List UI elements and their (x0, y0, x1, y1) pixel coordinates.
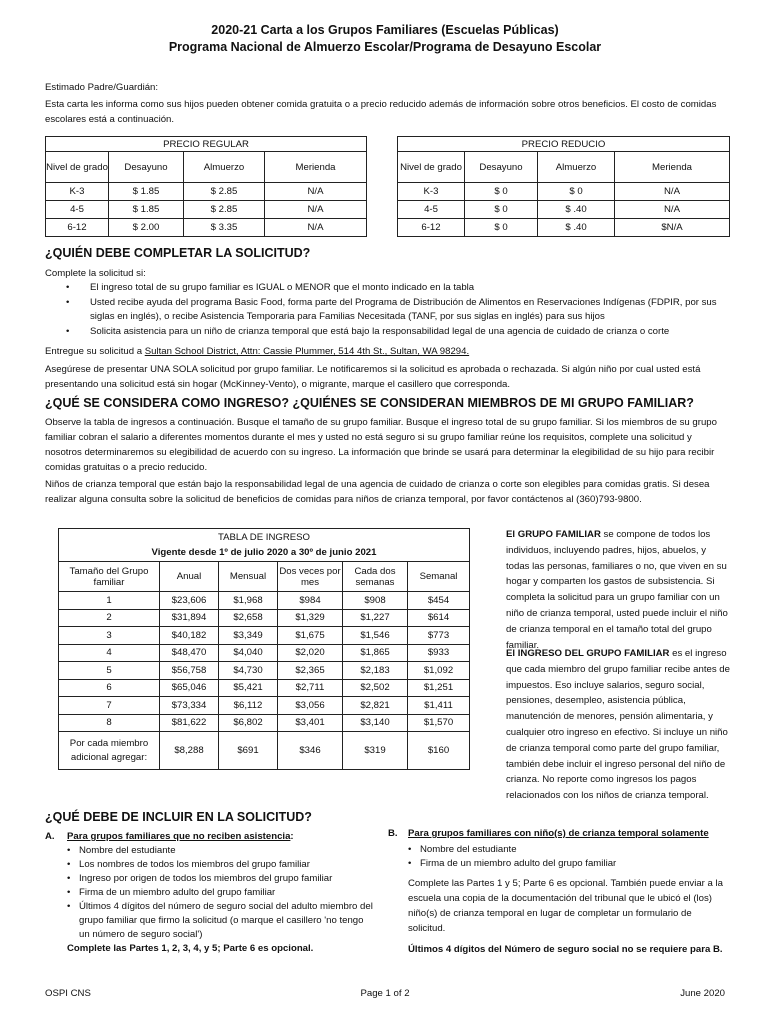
table-cell: $346 (278, 732, 343, 770)
table-cell: $ 1.85 (109, 183, 184, 201)
table-cell: 4-5 (46, 201, 109, 219)
section-b-text: Complete las Partes 1 y 5; Parte 6 es opcional. También puede enviar a la escuela una copia de la documentación del tribunal que le ubicó el (los) niño(s) de crianza temporal en lugar de completar un formulario de solicitud. (408, 878, 724, 934)
table-cell: 4-5 (398, 201, 465, 219)
table-header: Desayuno (465, 152, 538, 183)
table-cell: N/A (615, 201, 730, 219)
household-income-term: El INGRESO DEL GRUPO FAMILIAR (506, 648, 670, 659)
table-cell: K-3 (46, 183, 109, 201)
table-row (59, 627, 470, 645)
table-cell: $3,140 (343, 714, 408, 732)
table-row (59, 714, 470, 732)
table-cell: $ 1.85 (109, 201, 184, 219)
section-b-label: B. (388, 828, 398, 839)
table-cell: $1,675 (278, 627, 343, 645)
table-cell: 6-12 (46, 219, 109, 237)
table-cell: $454 (408, 592, 470, 610)
table-cell: $ 0 (465, 183, 538, 201)
table-header: Desayuno (109, 152, 184, 183)
title-line-1: 2020-21 Carta a los Grupos Familiares (Escuelas Públicas) (211, 23, 559, 37)
income-table-caption (59, 529, 470, 562)
table-cell: 5 (59, 662, 160, 680)
section-b-title: Para grupos familiares con niño(s) de crianza temporal solamente (408, 828, 709, 839)
table-cell: 1 (59, 592, 160, 610)
table-cell: N/A (265, 183, 367, 201)
table-cell: $8,288 (160, 732, 219, 770)
table-cell: $1,546 (343, 627, 408, 645)
table-cell: $ 3.35 (184, 219, 265, 237)
table-cell: $ 2.85 (184, 183, 265, 201)
table-row (398, 183, 730, 201)
table-cell: $2,365 (278, 662, 343, 680)
table-cell: 3 (59, 627, 160, 645)
who-lead: Complete la solicitud si: (45, 268, 146, 279)
table-header: Nivel de grado (46, 152, 109, 183)
table-cell: $ .40 (538, 201, 615, 219)
table-cell: $ .40 (538, 219, 615, 237)
table-row (46, 219, 367, 237)
table-header: Merienda (265, 152, 367, 183)
section-a-label: A. (45, 831, 55, 842)
list-item: • Nombre del estudiante (408, 843, 730, 857)
table-row (59, 609, 470, 627)
list-item: • Firma de un miembro adulto del grupo familiar (408, 857, 730, 871)
table-cell: $773 (408, 627, 470, 645)
table-cell: $908 (343, 592, 408, 610)
table-header: Semanal (408, 562, 470, 592)
table-cell: $1,968 (219, 592, 278, 610)
table-cell: $2,658 (219, 609, 278, 627)
table-row (46, 201, 367, 219)
household-text: se compone de todos los individuos, incluyendo padres, hijos, abuelos, y todas las personas, familiares o no, que viven en su hogar y comparten los gastos de subsistencia. Si completa la solicitud para un grupo familiar con un niño de crianza temporal, usted puede incluir el niño de crianza temporal en el tamaño total del grupo familiar. (506, 529, 728, 651)
household-income-text: es el ingreso que cada miembro del grupo familiar recibe antes de impuestos. Eso incluye salarios, seguro social, pensiones, desempleo, asistencia pública, manutención de menores, pensión alimentaria, y cualquier otro ingreso en efectivo. Si incluye un niño de crianza temporal como parte del grupo familiar, también debe incluir el ingreso personal del niño de crianza. No reporte como ingresos los pagos relacionados con los niños de crianza temporal. (506, 648, 730, 802)
table-cell: $319 (343, 732, 408, 770)
regular-price-caption: PRECIO REGULAR (46, 137, 367, 152)
section-a (45, 830, 375, 956)
table-header: Merienda (615, 152, 730, 183)
intro-paragraph: Esta carta les informa como sus hijos pueden obtener comida gratuita o a precio reducido además de información sobre otros beneficios. El costo de comidas escolares está a continuación. (45, 99, 717, 125)
household-income-definition (506, 646, 730, 804)
footer-date: June 2020 (680, 988, 725, 999)
table-cell: $2,020 (278, 644, 343, 662)
who-bullet-list (66, 281, 730, 339)
section-b-list (408, 843, 730, 871)
household-definition (506, 527, 730, 653)
table-header: Dos veces por mes (278, 562, 343, 592)
table-cell: $1,411 (408, 697, 470, 715)
table-row (398, 219, 730, 237)
income-paragraph-2: Niños de crianza temporal que están bajo la responsabilidad legal de una agencia de cuidado de crianza o corte son elegibles para comidas gratis. Si desea realizar alguna consulta sobre la solicitud de beneficios de comidas para niños de crianza temporal, por favor contáctenos al (360)793-9800. (45, 479, 710, 505)
table-cell: 6 (59, 679, 160, 697)
list-item: • Usted recibe ayuda del programa Basic Food, forma parte del Programa de Distribución de Alimentos en Reservaciones Indígenas (FDPIR, por sus siglas en inglés), o recibe Asistencia Temporaria para Familias Necesitada (TANF, por sus siglas en inglés) para sus hijos (66, 296, 730, 325)
table-cell: $73,334 (160, 697, 219, 715)
income-heading: ¿QUÉ SE CONSIDERA COMO INGRESO? ¿QUIÉNES SE CONSIDERAN MIEMBROS DE MI GRUPO FAMILIAR? (45, 396, 694, 410)
section-a-closing: Complete las Partes 1, 2, 3, 4, y 5; Parte 6 es opcional. (67, 943, 314, 954)
table-header: Tamaño del Grupo familiar (59, 562, 160, 592)
table-cell: $4,040 (219, 644, 278, 662)
table-row (46, 183, 367, 201)
list-item: • Últimos 4 dígitos del número de seguro social del adulto miembro del grupo familiar que firmo la solicitud (o marque el casillero 'no tengo un número de seguro social') (67, 900, 375, 942)
submit-address: Sultan School District, Attn: Cassie Plummer, 514 4th St., Sultan, WA 98294. (144, 346, 470, 357)
table-cell: $1,329 (278, 609, 343, 627)
table-cell: $1,570 (408, 714, 470, 732)
table-cell: $ 0 (465, 201, 538, 219)
table-header: Almuerzo (538, 152, 615, 183)
table-cell: $ 2.85 (184, 201, 265, 219)
list-item: • Los nombres de todos los miembros del grupo familiar (67, 858, 375, 872)
submit-instructions (45, 344, 731, 359)
footer-page-number: Page 1 of 2 (360, 988, 410, 999)
table-cell: $2,821 (343, 697, 408, 715)
table-cell: 8 (59, 714, 160, 732)
table-cell: 7 (59, 697, 160, 715)
table-header: Anual (160, 562, 219, 592)
table-row (59, 679, 470, 697)
table-cell: $614 (408, 609, 470, 627)
table-cell: 4 (59, 644, 160, 662)
income-table-title: TABLA DE INGRESO (217, 532, 311, 543)
table-cell: $3,349 (219, 627, 278, 645)
list-item: • Solicita asistencia para un niño de crianza temporal que está bajo la responsabilidad legal de una agencia de cuidado de crianza o corte (66, 325, 730, 340)
regular-price-table (45, 136, 367, 237)
table-cell: $ 0 (538, 183, 615, 201)
section-a-title-suffix: : (290, 831, 294, 842)
table-row (59, 644, 470, 662)
table-cell: $3,401 (278, 714, 343, 732)
table-cell: $691 (219, 732, 278, 770)
section-b (388, 827, 730, 957)
table-cell: $ 2.00 (109, 219, 184, 237)
list-item: • Nombre del estudiante (67, 844, 375, 858)
submit-prefix: Entregue su solicitud a (45, 346, 145, 357)
table-cell: $ 0 (465, 219, 538, 237)
table-cell: $2,183 (343, 662, 408, 680)
list-item: • Firma de un miembro adulto del grupo familiar (67, 886, 375, 900)
table-cell: $933 (408, 644, 470, 662)
table-cell: $48,470 (160, 644, 219, 662)
table-row (59, 732, 470, 770)
table-cell: N/A (615, 183, 730, 201)
table-row (59, 592, 470, 610)
reduced-price-table (397, 136, 730, 237)
section-b-closing: Últimos 4 dígitos del Número de seguro social no se requiere para B. (408, 944, 723, 955)
reduced-price-caption: PRECIO REDUCIO (398, 137, 730, 152)
table-cell: $1,251 (408, 679, 470, 697)
table-cell: $23,606 (160, 592, 219, 610)
table-cell: $2,502 (343, 679, 408, 697)
table-cell: $6,802 (219, 714, 278, 732)
income-paragraph-1: Observe la tabla de ingresos a continuación. Busque el tamaño de su grupo familiar. Busque el ingreso total de su grupo familiar. Si los miembros de su grupo familiar cobran el salario a diferentes momentos durante el mes y usted no está seguro si su grupo familiar reúne los requisitos, complete una solicitud y nosotros determinaremos su elegibilidad de acuerdo con su ingreso. La información que brinde se usará para determinar la elegibilidad de su hijo para recibir comidas gratuitas o a precio reducido. (45, 417, 717, 473)
table-cell: $31,894 (160, 609, 219, 627)
footer-left: OSPI CNS (45, 988, 91, 999)
section-a-title: Para grupos familiares que no reciben asistencia (67, 831, 291, 842)
table-cell: $984 (278, 592, 343, 610)
table-cell: $160 (408, 732, 470, 770)
table-header: Cada dos semanas (343, 562, 408, 592)
table-header: Almuerzo (184, 152, 265, 183)
table-cell: N/A (265, 219, 367, 237)
table-cell: $1,865 (343, 644, 408, 662)
table-cell: 6-12 (398, 219, 465, 237)
table-header: Nivel de grado (398, 152, 465, 183)
table-cell: $2,711 (278, 679, 343, 697)
table-cell: $65,046 (160, 679, 219, 697)
table-cell: $4,730 (219, 662, 278, 680)
income-table (58, 528, 470, 770)
document-title (0, 22, 770, 56)
table-header: Mensual (219, 562, 278, 592)
table-row (59, 697, 470, 715)
title-line-2: Programa Nacional de Almuerzo Escolar/Programa de Desayuno Escolar (168, 40, 602, 54)
table-cell: Por cada miembro adicional agregar: (59, 732, 160, 770)
list-item: • Ingreso por origen de todos los miembros del grupo familiar (67, 872, 375, 886)
table-cell: $3,056 (278, 697, 343, 715)
application-notice: Asegúrese de presentar UNA SOLA solicitud por grupo familiar. Le notificaremos si la solicitud es aprobada o rechazada. Si algún niño por cual usted está presentando una solicitud está sin hogar (McKinney-Vento), o migrante, marque el casillero que corresponda. (45, 364, 701, 390)
table-cell: $81,622 (160, 714, 219, 732)
income-table-dates: Vigente desde 1º de julio 2020 a 30º de junio 2021 (151, 547, 377, 558)
greeting: Estimado Padre/Guardián: (45, 82, 159, 93)
include-heading: ¿QUÉ DEBE DE INCLUIR EN LA SOLICITUD? (45, 810, 312, 824)
table-cell: $6,112 (219, 697, 278, 715)
household-term: El GRUPO FAMILIAR (506, 529, 601, 540)
table-cell: $5,421 (219, 679, 278, 697)
table-cell: $56,758 (160, 662, 219, 680)
section-a-list (67, 844, 375, 942)
who-heading: ¿QUIÉN DEBE COMPLETAR LA SOLICITUD? (45, 246, 311, 260)
table-row (398, 201, 730, 219)
table-cell: $1,092 (408, 662, 470, 680)
table-cell: N/A (265, 201, 367, 219)
table-cell: 2 (59, 609, 160, 627)
table-cell: $1,227 (343, 609, 408, 627)
list-item: • El ingreso total de su grupo familiar es IGUAL o MENOR que el monto indicado en la tabla (66, 281, 730, 296)
table-row (59, 662, 470, 680)
table-cell: $40,182 (160, 627, 219, 645)
table-cell: K-3 (398, 183, 465, 201)
table-cell: $N/A (615, 219, 730, 237)
